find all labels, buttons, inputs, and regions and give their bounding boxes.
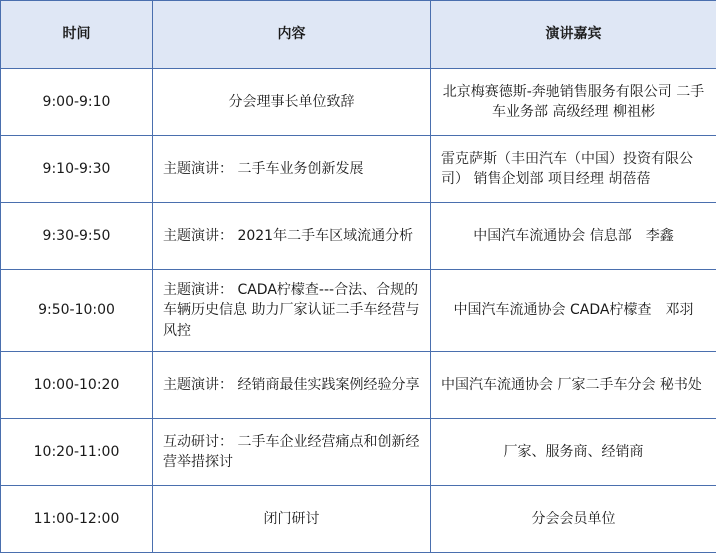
- cell-topic: 主题演讲： CADA柠檬查---合法、合规的车辆历史信息 助力厂家认证二手车经营与风控: [153, 269, 431, 351]
- table-row: [1, 135, 716, 202]
- cell-speaker: 中国汽车流通协会 厂家二手车分会 秘书处: [431, 352, 716, 419]
- table-row: [1, 486, 716, 553]
- table-row: [1, 69, 716, 136]
- cell-topic: 分会理事长单位致辞: [153, 69, 431, 136]
- cell-speaker: 分会会员单位: [431, 486, 716, 553]
- cell-topic: 主题演讲： 经销商最佳实践案例经验分享: [153, 352, 431, 419]
- table-row: [1, 352, 716, 419]
- table-row: [1, 202, 716, 269]
- cell-topic: 互动研讨： 二手车企业经营痛点和创新经营举措探讨: [153, 419, 431, 486]
- header-row: [1, 1, 716, 69]
- cell-topic: 主题演讲： 2021年二手车区域流通分析: [153, 202, 431, 269]
- table-row: [1, 419, 716, 486]
- cell-time: 11:00-12:00: [1, 486, 153, 553]
- column-header-time: 时间: [1, 1, 153, 69]
- cell-time: 9:00-9:10: [1, 69, 153, 136]
- cell-speaker: 中国汽车流通协会 CADA柠檬查 邓羽: [431, 269, 716, 351]
- cell-time: 10:00-10:20: [1, 352, 153, 419]
- cell-time: 9:10-9:30: [1, 135, 153, 202]
- cell-speaker: 雷克萨斯（丰田汽车（中国）投资有限公司） 销售企划部 项目经理 胡蓓蓓: [431, 135, 716, 202]
- cell-speaker: 中国汽车流通协会 信息部 李鑫: [431, 202, 716, 269]
- cell-speaker: 厂家、服务商、经销商: [431, 419, 716, 486]
- table-body: [1, 69, 716, 553]
- column-header-topic: 内容: [153, 1, 431, 69]
- cell-topic: 闭门研讨: [153, 486, 431, 553]
- cell-time: 9:30-9:50: [1, 202, 153, 269]
- column-header-speaker: 演讲嘉宾: [431, 1, 716, 69]
- cell-topic: 主题演讲： 二手车业务创新发展: [153, 135, 431, 202]
- table-header: [1, 1, 716, 69]
- cell-speaker: 北京梅赛德斯-奔驰销售服务有限公司 二手车业务部 高级经理 柳祖彬: [431, 69, 716, 136]
- cell-time: 10:20-11:00: [1, 419, 153, 486]
- table-row: [1, 269, 716, 351]
- cell-time: 9:50-10:00: [1, 269, 153, 351]
